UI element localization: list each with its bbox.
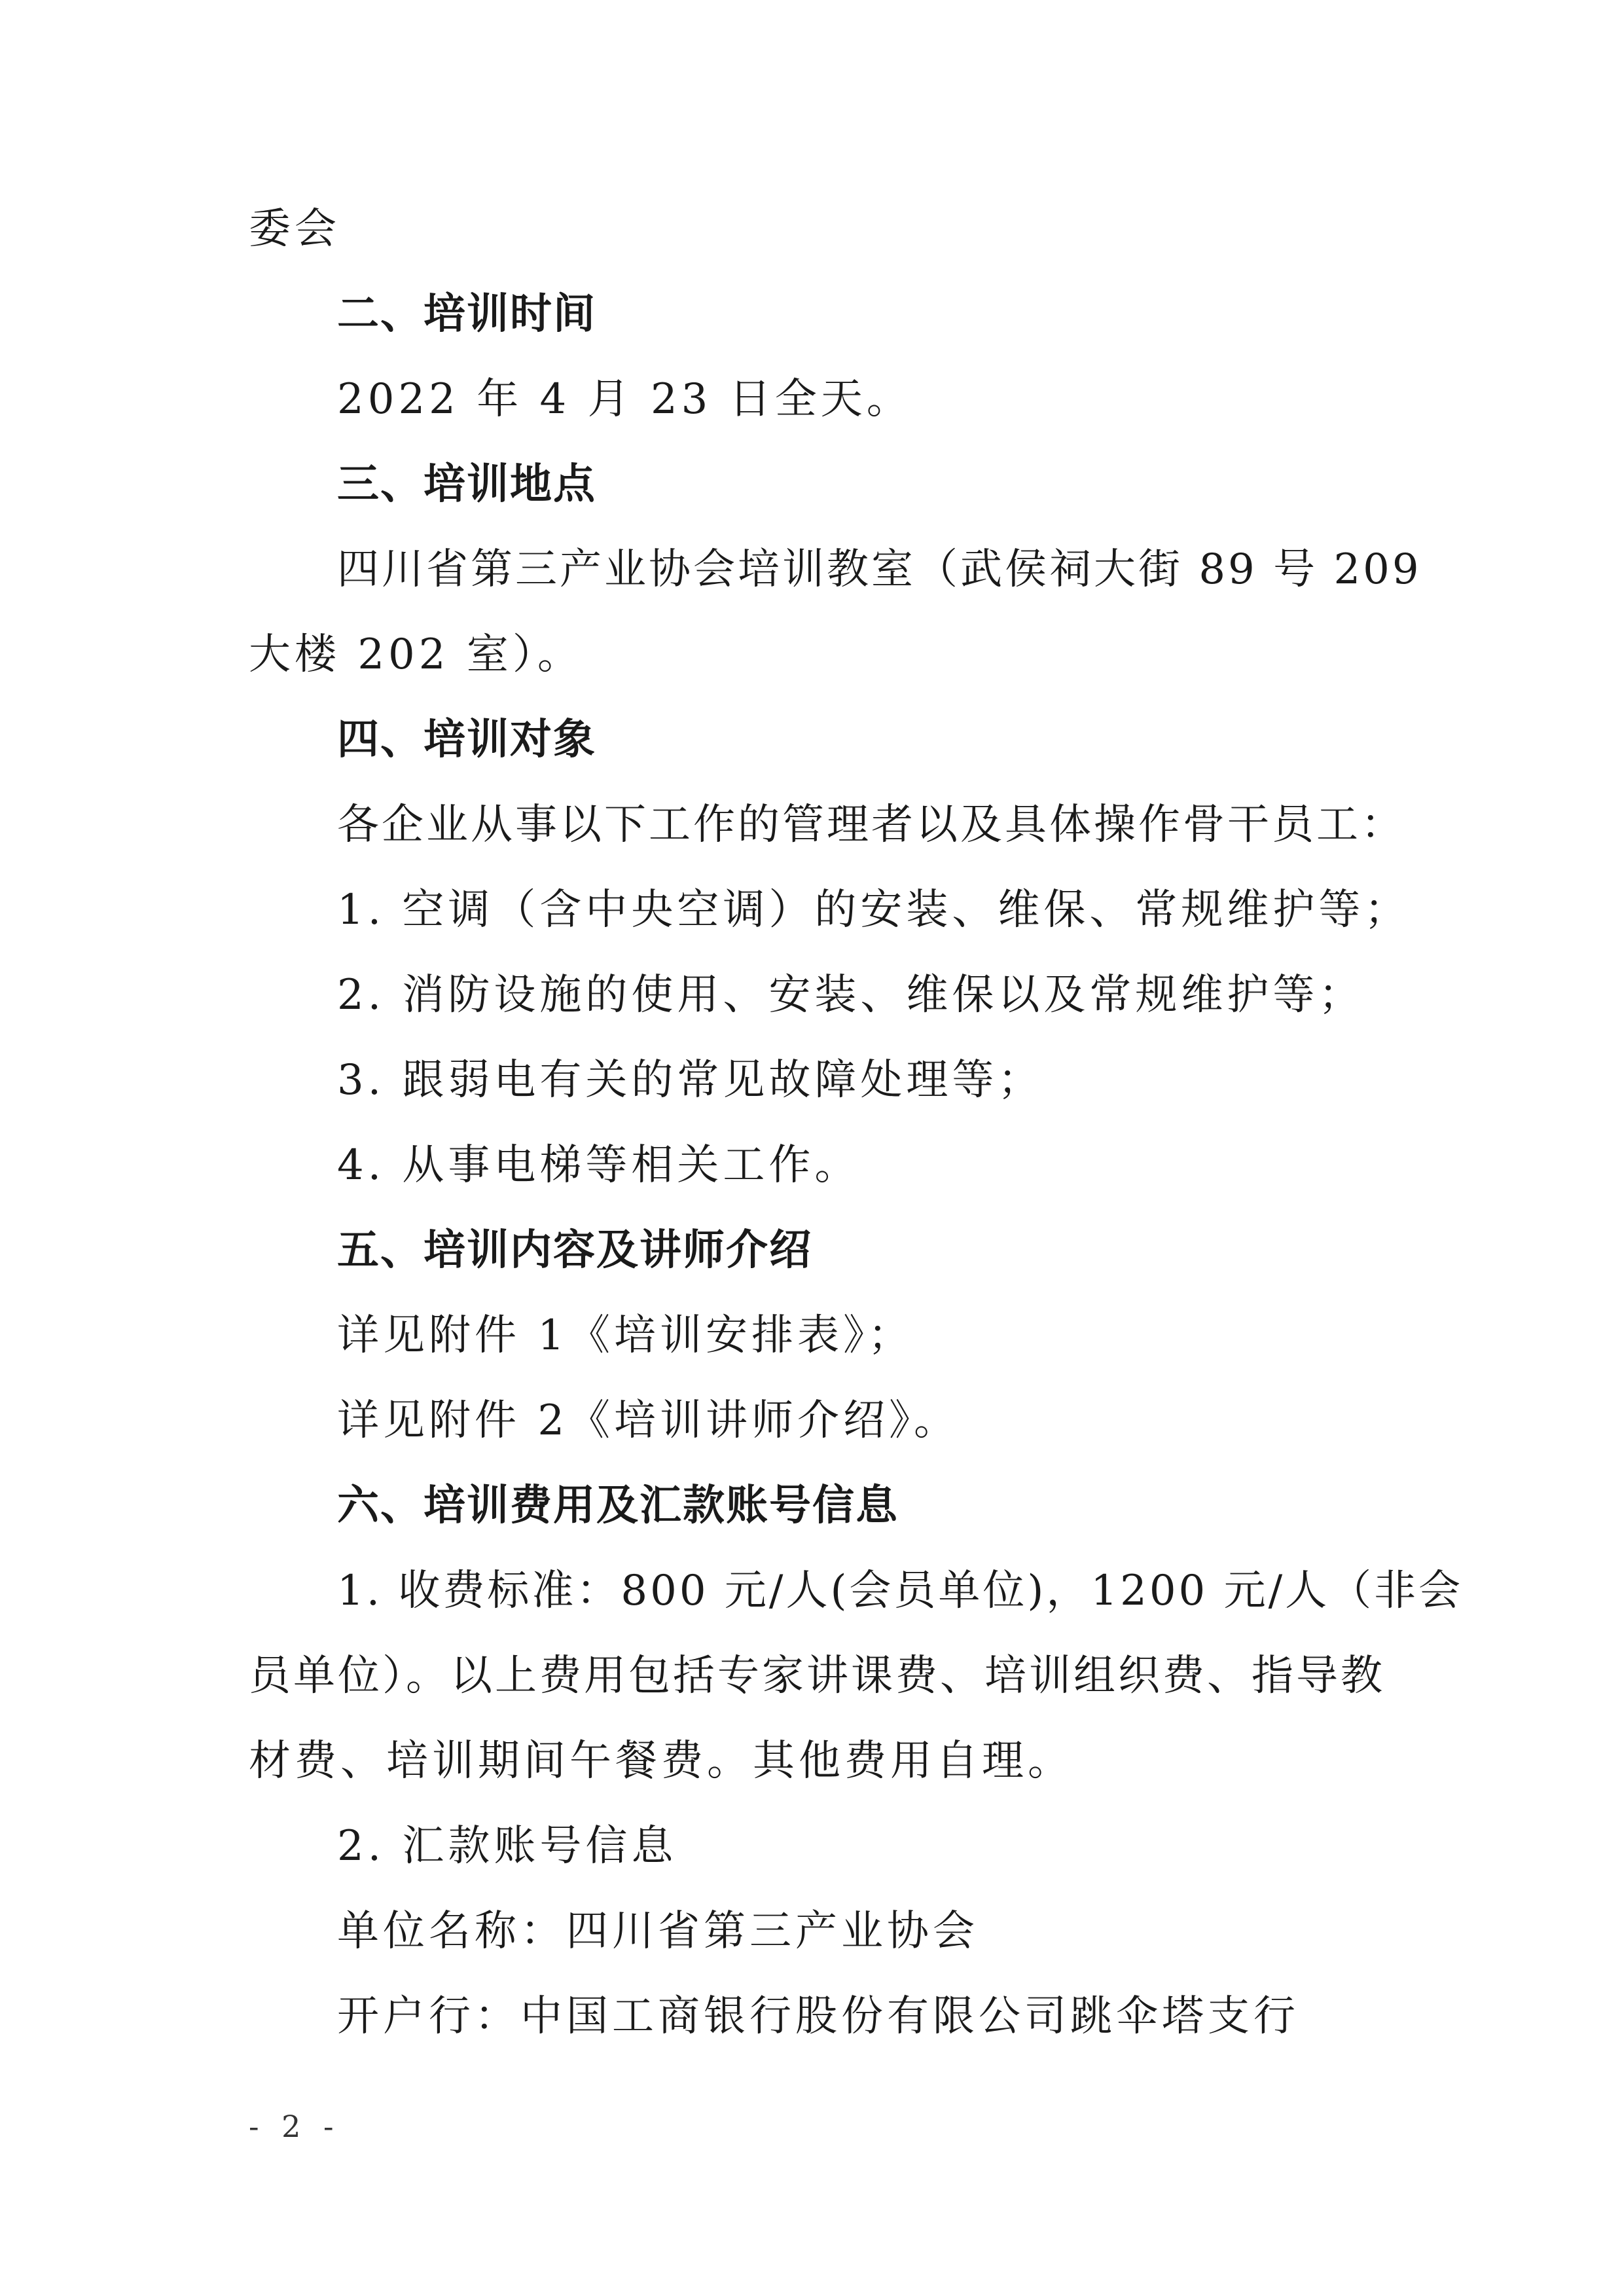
audience-item-3: 3. 跟弱电有关的常见故障处理等； — [337, 1056, 1044, 1104]
fee-standard-line-3: 材费、培训期间午餐费。其他费用自理。 — [249, 1737, 1073, 1785]
section-heading-time: 二、培训时间 — [337, 290, 596, 338]
attachment-1-reference: 详见附件 1《培训安排表》； — [337, 1311, 914, 1360]
audience-intro: 各企业从事以下工作的管理者以及具体操作骨干员工： — [337, 801, 1405, 849]
section-heading-fees: 六、培训费用及汇款账号信息 — [337, 1482, 899, 1530]
fee-standard-line-2: 员单位）。以上费用包括专家讲课费、培训组织费、指导教 — [249, 1652, 1385, 1700]
remittance-heading: 2. 汇款账号信息 — [337, 1822, 677, 1870]
continuation-text: 委会 — [249, 205, 340, 253]
fee-standard-line-1: 1. 收费标准：800 元/人(会员单位)，1200 元/人（非会 — [337, 1567, 1464, 1615]
bank-name: 开户行：中国工商银行股份有限公司跳伞塔支行 — [337, 1992, 1299, 2041]
section-heading-audience: 四、培训对象 — [337, 716, 596, 764]
section-heading-content: 五、培训内容及讲师介绍 — [337, 1226, 812, 1275]
audience-item-2: 2. 消防设施的使用、安装、维保以及常规维护等； — [337, 971, 1365, 1019]
audience-item-1: 1. 空调（含中央空调）的安装、维保、常规维护等； — [337, 886, 1411, 934]
attachment-2-reference: 详见附件 2《培训讲师介绍》。 — [337, 1396, 960, 1445]
section-heading-location: 三、培训地点 — [337, 460, 596, 509]
audience-item-4: 4. 从事电梯等相关工作。 — [337, 1141, 861, 1190]
account-name: 单位名称：四川省第三产业协会 — [337, 1907, 979, 1956]
page-number: - 2 - — [249, 2109, 340, 2144]
training-location-line-1: 四川省第三产业协会培训教室（武侯祠大街 89 号 209 — [337, 545, 1422, 594]
training-location-line-2: 大楼 202 室）。 — [249, 630, 583, 679]
training-date: 2022 年 4 月 23 日全天。 — [337, 375, 912, 424]
